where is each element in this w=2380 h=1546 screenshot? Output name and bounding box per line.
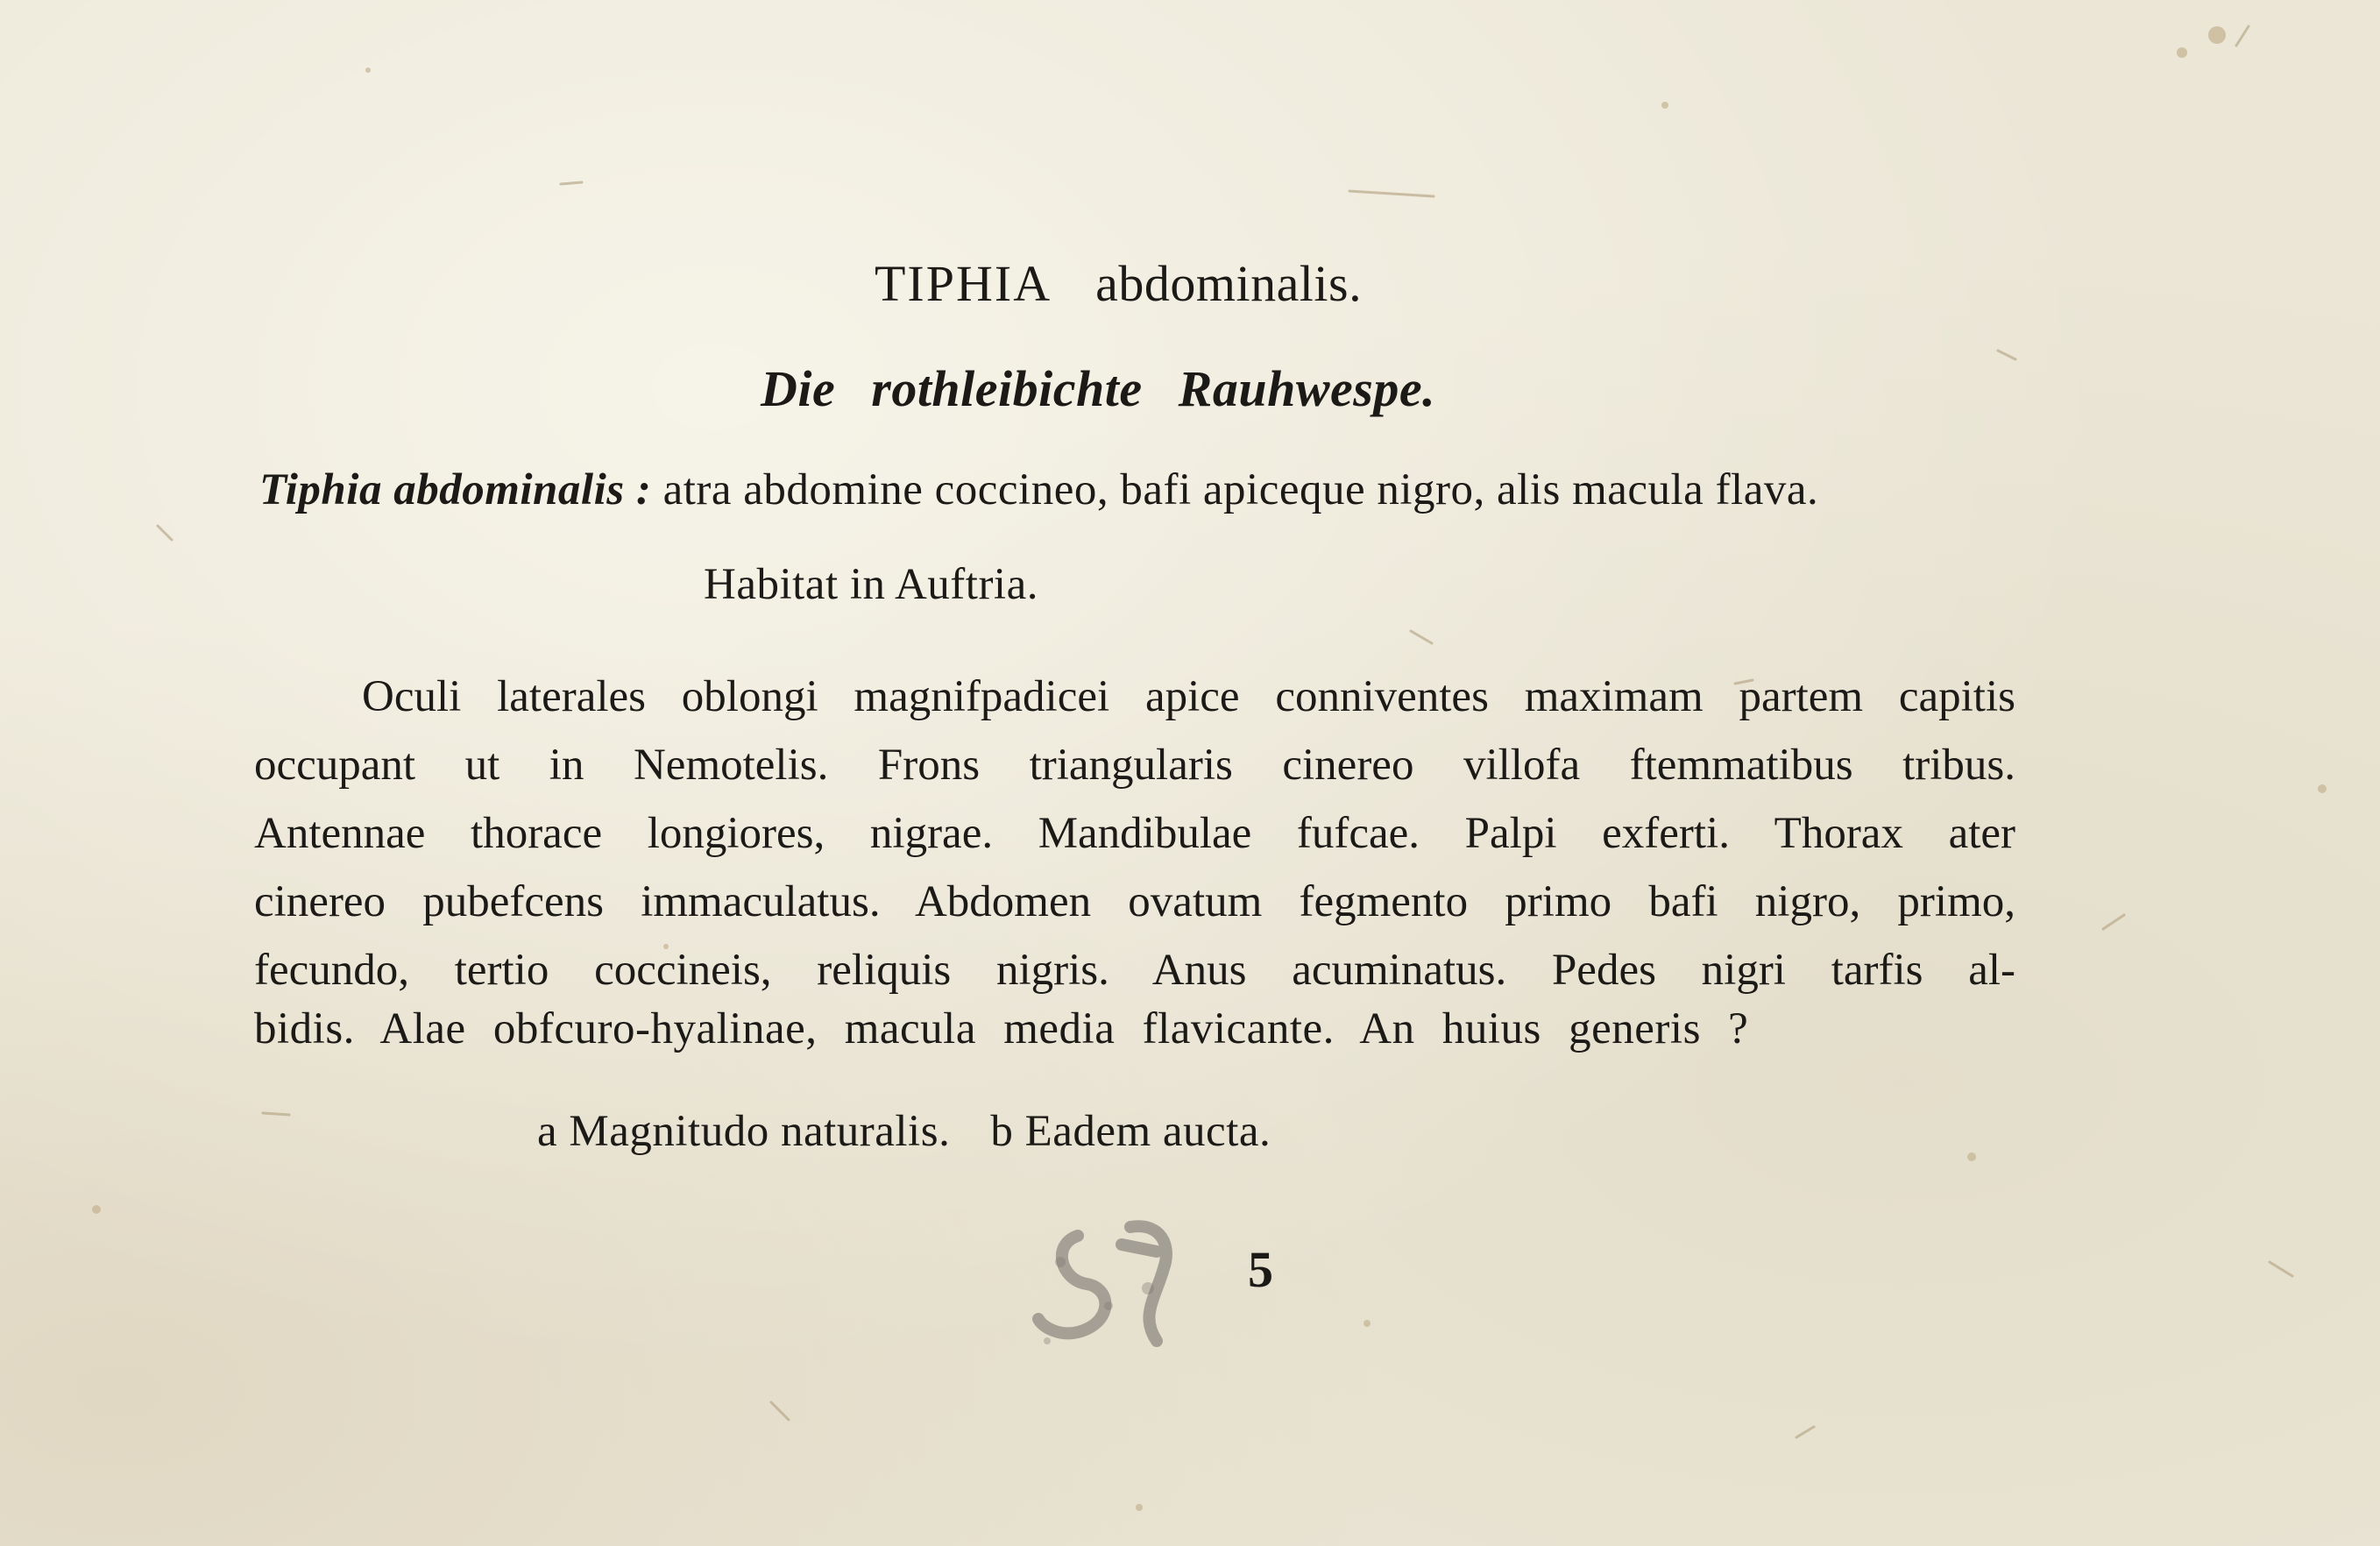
description-line: Antennae thorace longiores, nigrae. Mandibulae fufcae. Palpi exferti. Thorax ater bbox=[254, 809, 2015, 858]
species-diagnosis bbox=[259, 465, 1818, 515]
description-line: fecundo, tertio coccineis, reliquis nigris. Anus acuminatus. Pedes nigri tarfis al- bbox=[254, 946, 2015, 995]
page-number: 5 bbox=[1248, 1241, 1274, 1298]
figure-caption bbox=[537, 1106, 1271, 1157]
description-line: Oculi laterales oblongi magnifpadicei apice conniventes maximam partem capitis bbox=[362, 672, 2015, 721]
description-line: occupant ut in Nemotelis. Frons triangularis cinereo villofa ftemmatibus tribus. bbox=[254, 741, 2015, 790]
page-title bbox=[875, 254, 1362, 313]
caption-a: a Magnitudo naturalis. bbox=[537, 1107, 951, 1156]
description-line: bidis. Alae obfcuro-hyalinae, macula media flavicante. An huius generis ? bbox=[254, 1004, 1749, 1053]
diagnosis-name: Tiphia abdominalis : bbox=[259, 465, 652, 514]
title-species: abdominalis. bbox=[1095, 255, 1363, 312]
description-line: cinereo pubefcens immaculatus. Abdomen ovatum fegmento primo bafi nigro, primo, bbox=[254, 877, 2015, 926]
caption-b: b Eadem aucta. bbox=[990, 1107, 1271, 1156]
page-subtitle: Die rothleibichte Rauhwespe. bbox=[761, 360, 1436, 417]
diagnosis-text: atra abdomine coccineo, bafi apiceque nigro, alis macula flava. bbox=[662, 465, 1819, 514]
title-genus: TIPHIA bbox=[875, 255, 1052, 312]
ink-stamp bbox=[1025, 1209, 1201, 1358]
habitat-line: Habitat in Auftria. bbox=[704, 560, 1038, 609]
